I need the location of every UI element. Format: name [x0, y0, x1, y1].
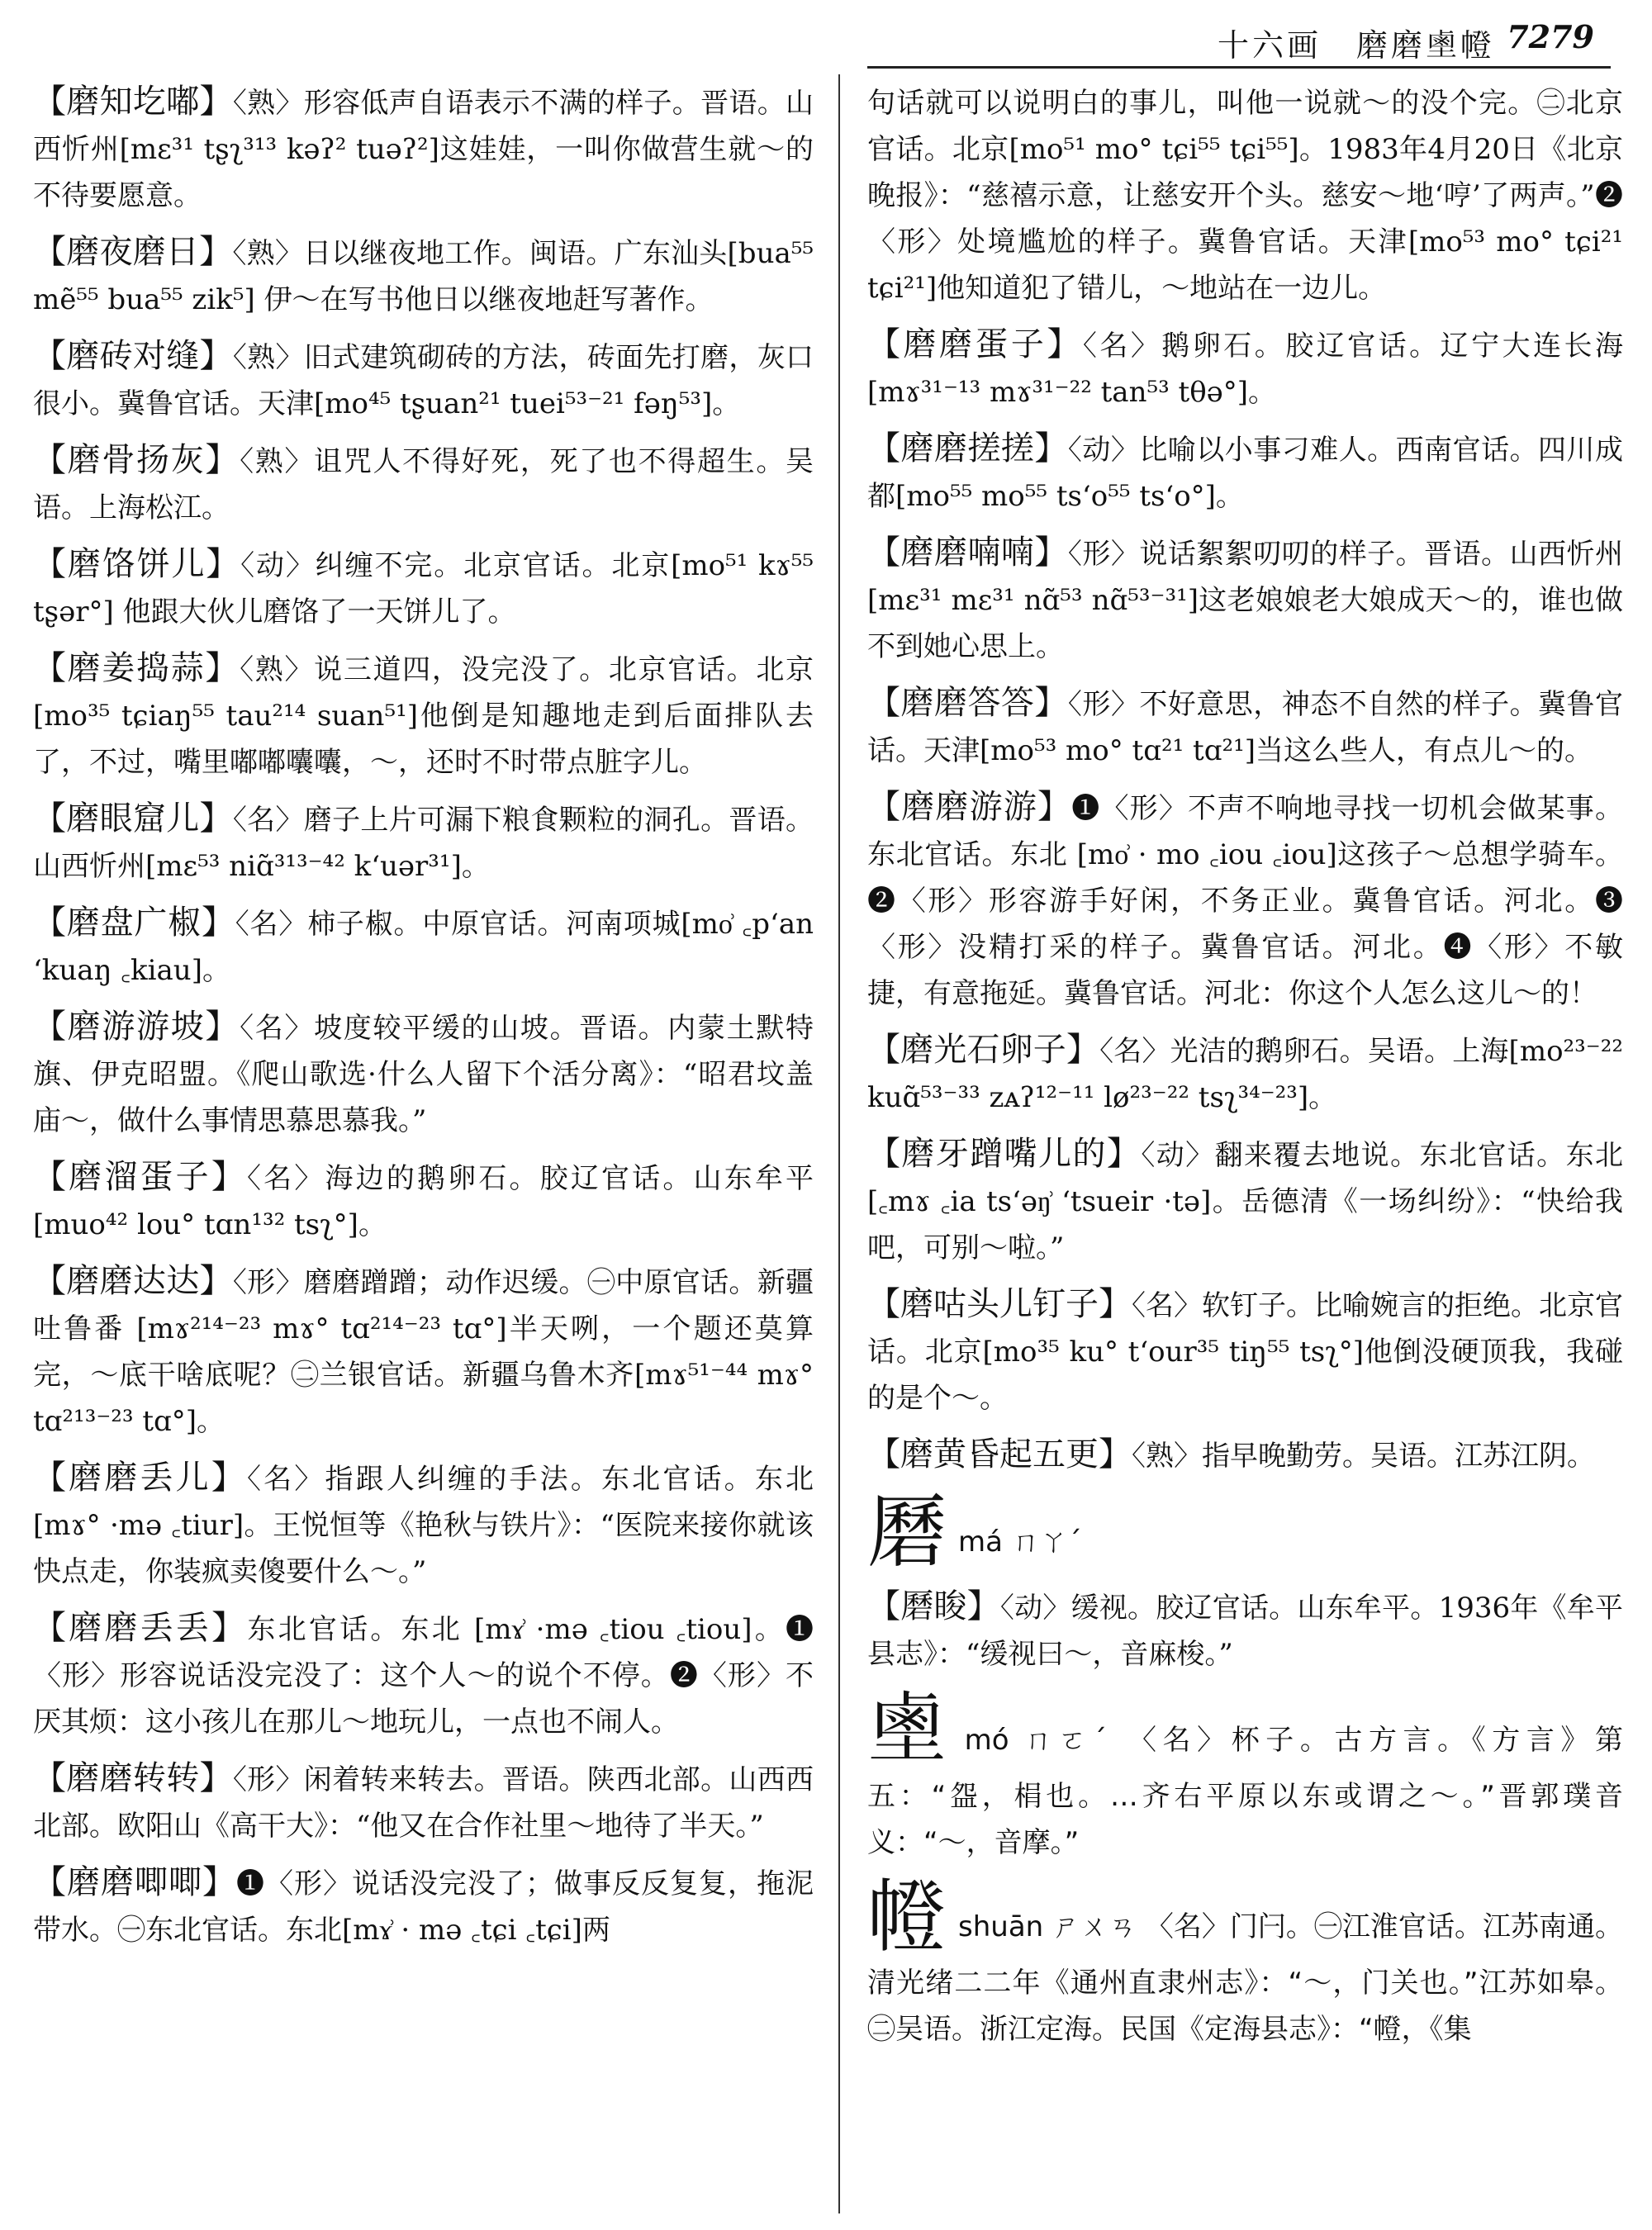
entry-definition: 〈熟〉指早晚勤劳。吴语。江苏江阴。	[1132, 1440, 1595, 1473]
right-column	[867, 78, 1623, 2061]
entry-headword: 【磨游游坡】	[33, 1008, 240, 1046]
entry-headword: 【磨溜蛋子】	[33, 1158, 247, 1196]
entry-definition: 句话就可以说明白的事儿，叫他一说就～的没个完。㊁北京官话。北京[mo⁵¹ mo° tɕi⁵⁵ tɕi⁵⁵]。1983年4月20日《北京晚报》：“慈禧示意，让慈安开个头。慈安～地‘哼’了两声。”❷〈形〉处境尴尬的样子。冀鲁官话。天津[mo⁵³ mo° tɕi²¹ tɕi²¹]他知道犯了错儿，～地站在一边儿。	[867, 87, 1623, 305]
head-character: 㡠	[867, 1871, 947, 1963]
head-character-entry	[867, 1871, 1624, 2052]
entry-definition: 〈名〉光洁的鹅卵石。吴语。上海[mo²³⁻²² kuɑ̃⁵³⁻³³ zᴀʔ¹²⁻¹¹ lø²³⁻²² tsʅ³⁴⁻²³]。	[867, 1035, 1623, 1114]
entry-definition: 〈动〉缓视。胶辽官话。山东牟平。1936年《牟平县志》：“缓视曰～，音麻梭。”	[867, 1592, 1624, 1671]
entry-headword: 【磨磨转转】	[33, 1759, 233, 1797]
entry-headword: 【磨砖对缝】	[33, 337, 233, 375]
entry-headword: 【磨黄昏起五更】	[867, 1435, 1132, 1473]
entry-headword: 【磨盘广椒】	[33, 904, 235, 942]
entry-headword: 【磨磨唧唧】	[33, 1863, 236, 1901]
entry-definition: 〈形〉闲着转来转去。晋语。陕西北部。山西西北部。欧阳山《高干大》：“他又在合作社里～地待了半天。”	[33, 1763, 814, 1843]
entry-definition: 〈名〉软钉子。比喻婉言的拒绝。北京官话。北京[mo³⁵ ku° t‘our³⁵ tiŋ⁵⁵ tsʅ°]他倒没硬顶我，我碰的是个～。	[867, 1289, 1623, 1415]
dictionary-entry	[33, 1004, 814, 1144]
entry-definition: 〈名〉鹅卵石。胶辽官话。辽宁大连长海[mɤ³¹⁻¹³ mɤ³¹⁻²² tan⁵³ tθə°]。	[867, 330, 1624, 409]
running-title: 十六画 磨磨𪉖㡠	[1217, 27, 1495, 64]
entry-definition: 〈动〉比喻以小事刁难人。西南官话。四川成都[mo⁵⁵ mo⁵⁵ ts‘o⁵⁵ ts‘o°]。	[867, 434, 1624, 513]
dictionary-entry	[33, 333, 814, 427]
entry-headword: 【磨咕头儿钉子】	[867, 1285, 1132, 1323]
dictionary-entry	[33, 1154, 814, 1248]
dictionary-entry	[33, 795, 814, 890]
column-divider	[838, 74, 840, 2213]
dictionary-entry	[867, 1131, 1623, 1271]
dictionary-entry	[867, 425, 1623, 520]
entry-definition: 〈形〉不好意思，神态不自然的样子。冀鲁官话。天津[mo⁵³ mo° tɑ²¹ tɑ²¹]当这么些人，有点儿～的。	[867, 688, 1624, 767]
head-character-definition: mó ㄇㄛˊ 〈名〉杯子。古方言。《方言》第五：“盌，梋也。…齐右平原以东或谓之～。”晋郭璞音义：“～，音摩。”	[867, 1724, 1623, 1859]
head-character: 𪉖	[867, 1684, 953, 1777]
dictionary-entry	[33, 1605, 814, 1745]
entry-definition: ❶〈形〉不声不响地寻找一切机会做某事。东北官话。东北 [mo͗ · mo ꜀iou ꜀iou]这孩子～总想学骑车。❷〈形〉形容游手好闲，不务正业。冀鲁官话。河北。❸〈形〉没精打采的样子。冀鲁官话。河北。❹〈形〉不敏捷，有意拖延。冀鲁官话。河北：你这个人怎么这儿～的！	[867, 792, 1623, 1010]
entry-definition: 〈名〉坡度较平缓的山坡。晋语。内蒙土默特旗、伊克昭盟。《爬山歌选·什么人留下个活分离》：“昭君坟盖庙～，做什么事情思慕思慕我。”	[33, 1012, 814, 1137]
dictionary-entry	[867, 321, 1623, 415]
dictionary-entry	[867, 784, 1623, 1017]
dictionary-entry	[867, 1583, 1623, 1677]
dictionary-entry	[33, 437, 814, 531]
entry-headword: 【磿睃】	[867, 1587, 1000, 1625]
page-number: 7279	[1507, 18, 1594, 55]
entry-headword: 【磨磨蛋子】	[867, 325, 1083, 363]
entry-headword: 【磨磨游游】	[867, 788, 1072, 826]
dictionary-entry	[33, 645, 814, 785]
left-column	[33, 78, 814, 1963]
dictionary-entry	[33, 899, 814, 994]
dictionary-entry	[33, 1258, 814, 1445]
dictionary-entry	[867, 529, 1623, 670]
head-character-entry	[867, 1684, 1623, 1866]
entry-headword: 【磨磨答答】	[867, 684, 1068, 722]
entry-headword: 【磨磨搓搓】	[867, 429, 1068, 467]
entry-definition: 〈形〉磨磨蹭蹭；动作迟缓。㊀中原官话。新疆吐鲁番 [mɤ²¹⁴⁻²³ mɤ° tɑ²¹⁴⁻²³ tɑ°]半天咧，一个题还莫算完，～底干啥底呢？㊁兰银官话。新疆乌鲁木齐[mɤ⁵¹⁻⁴⁴ mɤ° tɑ²¹³⁻²³ tɑ°]。	[33, 1266, 814, 1438]
dictionary-entry	[33, 541, 814, 635]
entry-headword: 【磨牙蹭嘴儿的】	[867, 1135, 1142, 1173]
entry-definition: 〈熟〉形容低声自语表示不满的样子。晋语。山西忻州[mɛ³¹ tʂʅ³¹³ kəʔ² tuəʔ²]这娃娃，一叫你做营生就～的不待要愿意。	[33, 87, 814, 212]
entry-headword: 【磨磨丢丢】	[33, 1609, 248, 1647]
entry-headword: 【磨夜磨日】	[33, 233, 233, 271]
entry-definition: 〈形〉说话絮絮叨叨的样子。晋语。山西忻州[mɛ³¹ mɛ³¹ nɑ̃⁵³ nɑ̃⁵³⁻³¹]这老娘娘老大娘成天～的，谁也做不到她心思上。	[867, 538, 1624, 663]
dictionary-entry	[33, 1755, 814, 1849]
entry-headword: 【磨磨丢儿】	[33, 1459, 247, 1497]
dictionary-entry	[867, 1281, 1623, 1421]
entry-definition: 〈熟〉日以继夜地工作。闽语。广东汕头[bua⁵⁵ mẽ⁵⁵ bua⁵⁵ zik⁵] 伊～在写书他日以继夜地赶写著作。	[33, 237, 814, 316]
page-header	[0, 0, 1652, 68]
entry-definition: 〈名〉柿子椒。中原官话。河南项城[mo͗ ꜀p‘an ‘kuaŋ ꜀kiau]。	[33, 908, 814, 987]
entry-headword: 【磨知圪嘟】	[33, 83, 233, 121]
entry-headword: 【磨姜捣蒜】	[33, 649, 240, 687]
dictionary-entry	[867, 1027, 1623, 1121]
entry-headword: 【磨骨扬灰】	[33, 441, 240, 479]
entry-definition: 〈熟〉说三道四，没完没了。北京官话。北京[mo³⁵ tɕiaŋ⁵⁵ tau²¹⁴ suan⁵¹]他倒是知趣地走到后面排队去了，不过，嘴里嘟嘟囔囔，～，还时不时带点脏字儿。	[33, 653, 814, 779]
header-rule	[867, 66, 1611, 69]
dictionary-entry	[33, 229, 814, 323]
dictionary-entry-continued	[867, 78, 1623, 311]
entry-definition: 〈动〉纠缠不完。北京官话。北京[mo⁵¹ kɤ⁵⁵ tʂər°] 他跟大伙儿磨饹了一天饼儿了。	[33, 549, 814, 629]
entry-headword: 【磨磨达达】	[33, 1262, 233, 1300]
entry-headword: 【磨眼窟儿】	[33, 799, 233, 837]
entry-definition: 〈熟〉诅咒人不得好死，死了也不得超生。吴语。上海松江。	[33, 445, 814, 524]
entry-definition: 〈名〉磨子上片可漏下粮食颗粒的洞孔。晋语。山西忻州[mɛ⁵³ niɑ̃³¹³⁻⁴² k‘uər³¹]。	[33, 804, 814, 883]
head-character-entry	[867, 1486, 1623, 1578]
entry-headword: 【磨光石卵子】	[867, 1031, 1100, 1069]
entry-headword: 【磨磨喃喃】	[867, 534, 1068, 572]
entry-definition: 东北官话。东北 [mɤ͗ ·mə ꜀tiou ꜀tiou]。❶〈形〉形容说话没完没了：这个人～的说个不停。❷〈形〉不厌其烦：这小孩儿在那儿～地玩儿，一点也不闹人。	[33, 1613, 814, 1739]
dictionary-entry	[33, 1859, 814, 1953]
head-character-reading: má ㄇㄚˊ	[958, 1525, 1082, 1559]
entry-definition: ❶〈形〉说话没完没了；做事反反复复，拖泥带水。㊀东北官话。东北[mɤ͗ · mə ꜀tɕi ꜀tɕi]两	[33, 1867, 814, 1947]
dictionary-entry	[33, 78, 814, 219]
entry-definition: 〈名〉海边的鹅卵石。胶辽官话。山东牟平[muo⁴² lou° tɑn¹³² tsʅ°]。	[33, 1162, 814, 1241]
dictionary-entry	[33, 1454, 814, 1595]
entry-definition: 〈熟〉旧式建筑砌砖的方法，砖面先打磨，灰口很小。冀鲁官话。天津[mo⁴⁵ tʂuan²¹ tuei⁵³⁻²¹ fəŋ⁵³]。	[33, 341, 814, 420]
dictionary-entry	[867, 680, 1623, 774]
entry-definition: 〈名〉指跟人纠缠的手法。东北官话。东北 [mɤ° ·mə ꜀tiur]。王悦恒等《艳秋与铁片》：“医院来接你就该快点走，你装疯卖傻要什么～。”	[33, 1463, 814, 1588]
head-character-definition: shuān ㄕㄨㄢ 〈名〉门闩。㊀江淮官话。江苏南通。清光绪二二年《通州直隶州志》：“～，门关也。”江苏如皋。㊁吴语。浙江定海。民国《定海县志》：“㡠，《集	[867, 1910, 1624, 2046]
head-character: 磿	[867, 1486, 947, 1578]
entry-definition: 〈动〉翻来覆去地说。东北官话。东北[꜀mɤ ꜀ia ts‘əŋ͗ ‘tsueir ·tə]。岳德清《一场纠纷》：“快给我吧，可别～啦。”	[867, 1139, 1624, 1264]
dictionary-entry	[867, 1431, 1623, 1479]
entry-headword: 【磨饹饼儿】	[33, 545, 241, 583]
